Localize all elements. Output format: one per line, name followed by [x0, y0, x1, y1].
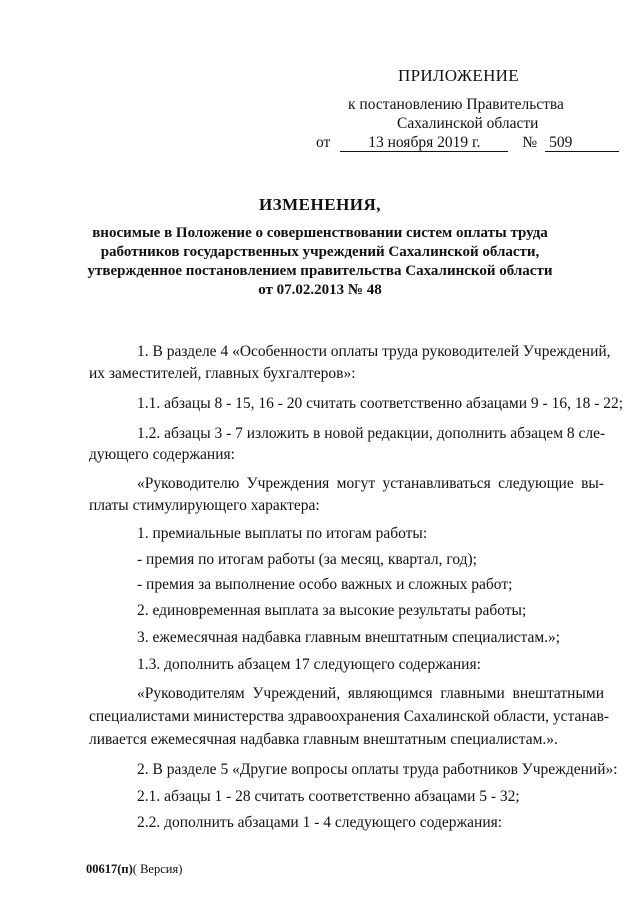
heading-subtitle-line: утвержденное постановлением правительства Сахалинской области [87, 263, 553, 279]
number-label: № [522, 134, 538, 151]
paragraph-1-2-line-1: 1.2. абзацы 3 - 7 изложить в новой редакции, дополнить абзацем 8 сле- [137, 425, 606, 442]
resolution-date: 13 ноября 2019 г. [340, 134, 508, 152]
heading-subtitle-line: работников государственных учреждений Сахалинской области, [100, 244, 540, 260]
paragraph-1-line-2: их заместителей, главных бухгалтеров»: [89, 365, 356, 382]
paragraph-1-3: 1.3. дополнить абзацем 17 следующего содержания: [137, 656, 481, 673]
document-footer [86, 862, 182, 877]
paragraph-1-2-line-2: дующего содержания: [89, 446, 235, 463]
item-one-time-payment: 2. единовременная выплата за высокие результаты работы; [137, 602, 527, 619]
paragraph-1-line-1: 1. В разделе 4 «Особенности оплаты труда руководителей Учреждений, [137, 343, 611, 360]
quote-2-line-1: «Руководителям Учреждений, являющимся главными внештатными [137, 685, 604, 702]
quote-2-line-3: ливается ежемесячная надбавка главным внештатным специалистам.». [89, 731, 558, 748]
appendix-date-number-row [316, 134, 619, 152]
changes-heading: ИЗМЕНЕНИЯ, [258, 195, 382, 214]
quote-2-line-2: специалистами министерства здравоохранения Сахалинской области, устанав- [89, 708, 610, 725]
item-premium-payments: 1. премиальные выплаты по итогам работы: [137, 525, 428, 542]
appendix-region-line: Сахалинской области [397, 115, 539, 132]
quote-1-line-1: «Руководителю Учреждения могут устанавливаться следующие вы- [137, 475, 604, 492]
item-important-work-bonus: - премия за выполнение особо важных и сложных работ; [137, 576, 513, 593]
quote-1-line-2: платы стимулирующего характера: [89, 497, 320, 514]
resolution-number: 509 [545, 134, 619, 152]
paragraph-2-1: 2.1. абзацы 1 - 28 считать соответственно абзацами 5 - 32; [137, 788, 520, 805]
heading-subtitle-line: от 07.02.2013 № 48 [258, 282, 382, 298]
paragraph-2: 2. В разделе 5 «Другие вопросы оплаты труда работников Учреждений»: [137, 761, 618, 778]
appendix-resolution-line: к постановлению Правительства [348, 96, 564, 113]
document-version: ( Версия) [132, 862, 183, 876]
paragraph-2-2: 2.2. дополнить абзацами 1 - 4 следующего содержания: [137, 814, 503, 831]
item-monthly-allowance: 3. ежемесячная надбавка главным внештатным специалистам.»; [137, 629, 561, 646]
appendix-title: ПРИЛОЖЕНИЕ [398, 66, 519, 85]
from-label: от [316, 134, 331, 151]
item-period-bonus: - премия по итогам работы (за месяц, квартал, год); [137, 551, 477, 568]
paragraph-1-1: 1.1. абзацы 8 - 15, 16 - 20 считать соответственно абзацами 9 - 16, 18 - 22; [137, 395, 624, 412]
heading-subtitle-line: вносимые в Положение о совершенствовании систем оплаты труда [92, 225, 548, 241]
document-code: 00617(п) [86, 862, 133, 876]
